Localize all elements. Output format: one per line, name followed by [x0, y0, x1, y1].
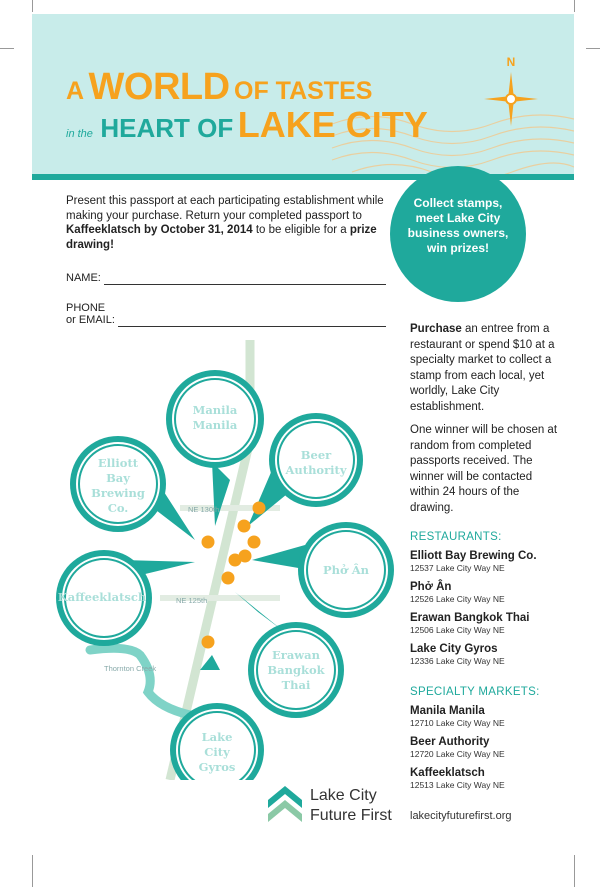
- compass-icon: [476, 52, 546, 142]
- title-world: WORLD: [88, 66, 230, 108]
- title-heart-of: HEART OF: [100, 113, 234, 143]
- stop-elliott-bay: Elliott Bay Brewing Co.: [91, 456, 145, 515]
- collect-stamps-badge: [390, 166, 526, 302]
- crop-mark: [574, 0, 575, 12]
- intro-text-2: to be eligible for a: [252, 224, 350, 236]
- street-ne-130th: NE 130th: [188, 505, 220, 514]
- instructions-paragraph-2: One winner will be chosen at random from completed passports received. The winner will be contacted within 24 hours of the drawing.: [410, 424, 558, 514]
- instructions-paragraph-1: Purchase an entree from a restaurant or spend $10 at a specialty market to collect a stamp from each local, yet worldly, Lake City establishment.: [410, 323, 555, 413]
- stop-erawan: Erawan Bangkok Thai: [267, 648, 325, 692]
- stop-pho-an: Phở Ân: [323, 563, 369, 577]
- list-item: Beer Authority 12720 Lake City Way NE: [410, 736, 505, 759]
- list-item: Lake City Gyros 12336 Lake City Way NE: [410, 643, 505, 666]
- chevron-up-icon: [266, 784, 304, 822]
- restaurants-title: RESTAURANTS:: [410, 531, 502, 543]
- stop-manila-manila: Manila Manila: [192, 403, 238, 432]
- list-item: Kaffeeklatsch 12513 Lake City Way NE: [410, 767, 505, 790]
- intro-text-1: Present this passport at each participating establishment while making your purchase. Return your completed passport to: [66, 195, 384, 222]
- street-ne-125th: NE 125th: [176, 596, 208, 605]
- phone-label: PHONE: [66, 302, 106, 314]
- phone-email-line[interactable]: [118, 326, 386, 327]
- website-link[interactable]: lakecityfuturefirst.org: [410, 810, 512, 822]
- crop-mark: [0, 48, 14, 49]
- badge-line: meet Lake City: [415, 211, 501, 225]
- list-item: Elliott Bay Brewing Co. 12537 Lake City Way NE: [410, 550, 537, 573]
- email-label: or EMAIL:: [66, 314, 115, 326]
- creek-label: Thornton Creek: [104, 664, 157, 673]
- stop-kaffeeklatsch: Kaffeeklatsch: [57, 590, 147, 604]
- crop-mark: [586, 48, 600, 49]
- passport-map: [40, 330, 400, 780]
- crop-mark: [574, 855, 575, 887]
- logo-line-2: Future First: [310, 807, 392, 824]
- intro-paragraph: [66, 194, 386, 252]
- title-of-tastes: OF TASTES: [234, 77, 373, 105]
- crop-mark: [32, 855, 33, 887]
- stop-beer-authority: Beer Authority: [285, 448, 347, 477]
- logo-line-1: Lake City: [310, 787, 377, 804]
- badge-line: Collect stamps,: [413, 196, 503, 210]
- list-item: Phở Ân 12526 Lake City Way NE: [410, 581, 505, 604]
- markets-title: SPECIALTY MARKETS:: [410, 686, 540, 698]
- crop-mark: [32, 0, 33, 12]
- title-line-1: [66, 66, 372, 109]
- stop-lake-city-gyros: Lake City Gyros: [198, 730, 236, 774]
- instructions: [410, 322, 560, 524]
- intro-prize: prize drawing!: [66, 224, 377, 251]
- badge-line: business owners,: [407, 226, 509, 240]
- title-line-2: [66, 104, 428, 146]
- logo-wordmark: [310, 786, 392, 826]
- badge-line: win prizes!: [426, 241, 489, 255]
- name-field[interactable]: [66, 272, 386, 286]
- title-lake-city: LAKE CITY: [237, 104, 428, 145]
- intro-deadline: Kaffeeklatsch by October 31, 2014: [66, 224, 253, 236]
- name-line[interactable]: [104, 284, 386, 285]
- compass-letter: N: [506, 55, 516, 69]
- title-in-the: in the: [66, 128, 93, 140]
- list-item: Erawan Bangkok Thai 12506 Lake City Way NE: [410, 612, 530, 635]
- phone-email-field[interactable]: [66, 302, 386, 330]
- title-a: A: [66, 77, 85, 105]
- list-item: Manila Manila 12710 Lake City Way NE: [410, 705, 505, 728]
- name-label: NAME:: [66, 272, 101, 284]
